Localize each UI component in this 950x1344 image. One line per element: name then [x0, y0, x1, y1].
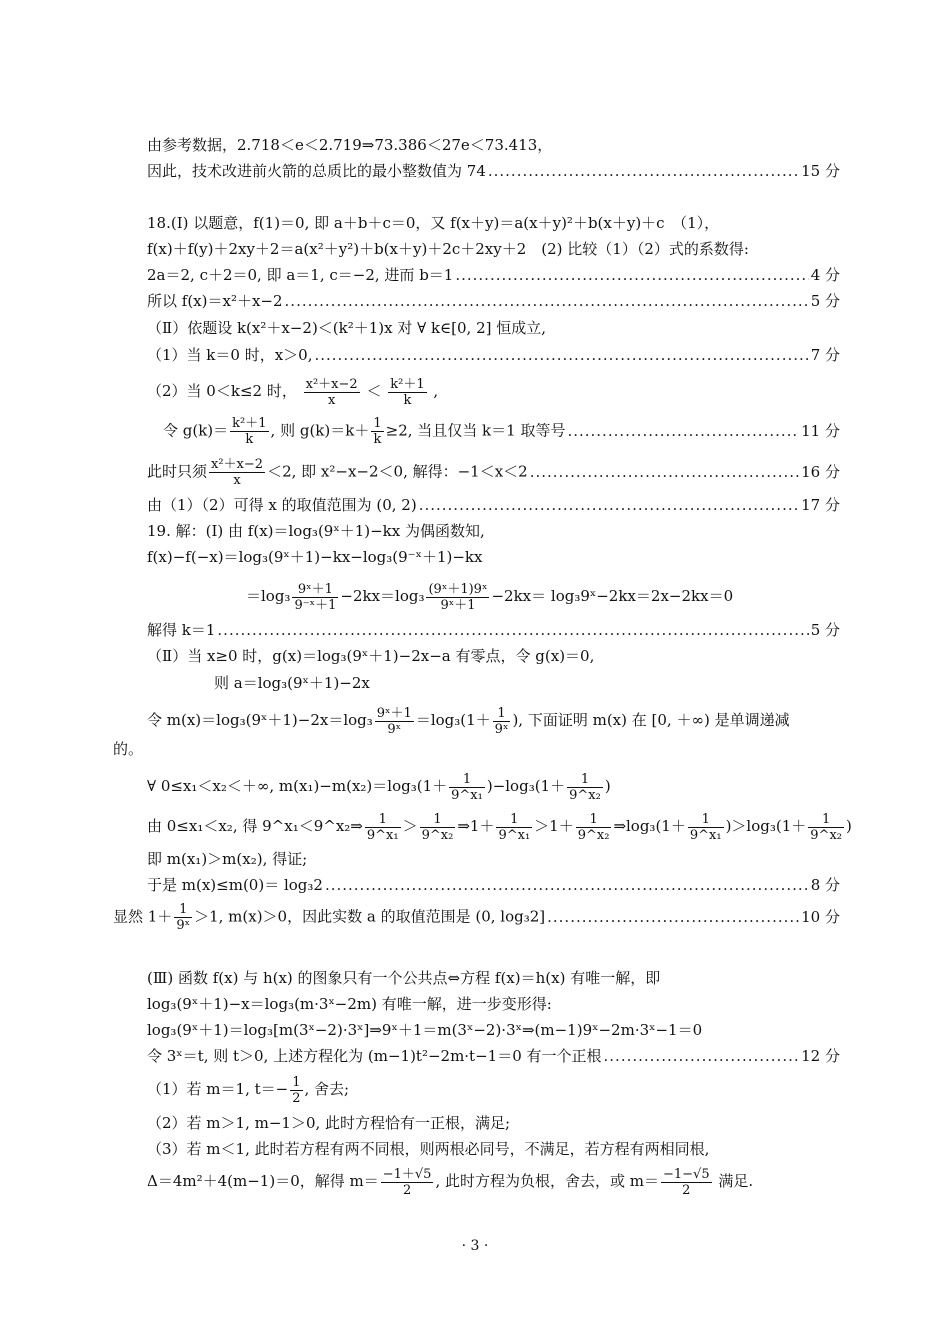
leader-dots: [530, 460, 799, 484]
text-segment: ≥2, 当且仅当 k＝1 取等号: [385, 421, 566, 439]
numerator: −1＋√5: [382, 1166, 432, 1182]
leader-dots: [314, 343, 808, 367]
denominator: 9^x₁: [498, 827, 531, 843]
fraction: [174, 902, 192, 933]
score-label: 4 分: [810, 266, 840, 284]
numerator: 1: [292, 1074, 301, 1090]
text-segment: ⇒log₃(1＋: [613, 817, 686, 835]
text-segment: Δ＝4m²＋4(m−1)＝0，解得 m＝: [147, 1172, 379, 1190]
numerator: 9ˣ＋1: [376, 705, 412, 721]
score-label: 16 分: [801, 463, 840, 481]
leader-dots: [547, 905, 799, 929]
fraction: [493, 706, 511, 737]
text-segment: 令 m(x)＝log₃(9ˣ＋1)−2x＝log₃: [147, 711, 373, 729]
text-segment: 显然 1＋: [113, 907, 173, 925]
numerator: 9ˣ＋1: [292, 582, 338, 598]
score-label: 7 分: [810, 346, 840, 364]
denominator: 9ˣ: [176, 917, 191, 933]
text-line: log₃(9ˣ＋1)＝log₃[m(3ˣ−2)·3ˣ]⇒9ˣ＋1＝m(3ˣ−2)·3ˣ⇒(m−1)9ˣ−2m·3ˣ−1＝0: [147, 1021, 703, 1039]
text-line: 18.(Ⅰ) 以题意，f(1)＝0, 即 a＋b＋c＝0，又 f(x＋y)＝a(x＋y)²＋b(x＋y)＋c （1），: [147, 214, 720, 232]
text-line-with-fraction: [147, 700, 840, 740]
text-segment: （1）若 m＝1, t＝−: [147, 1080, 289, 1098]
text-line: （Ⅱ）依题设 k(x²＋x−2)＜(k²＋1)x 对 ∀ k∈[0, 2] 恒成立,: [147, 319, 547, 337]
numerator: 1: [174, 902, 192, 918]
fraction: [230, 416, 268, 447]
denominator: 9ˣ: [494, 721, 509, 737]
line-text: 2a＝2, c＋2＝0, 即 a＝1, c＝−2, 进而 b＝1: [147, 266, 454, 284]
denominator: k: [245, 431, 254, 447]
text-segment: ⇒1＋: [457, 817, 495, 835]
score-label: 15 分: [801, 162, 840, 180]
text-line: f(x)＋f(y)＋2xy＋2＝a(x²＋y²)＋b(x＋y)＋2c＋2xy＋2 (2) 比较（1）（2）式的系数得:: [147, 240, 749, 258]
text-segment: 此时只须: [147, 462, 208, 480]
fraction: [388, 377, 426, 408]
score-label: 8 分: [810, 876, 840, 894]
line-text: 由（1）（2）可得 x 的取值范围为 (0, 2): [147, 496, 417, 514]
fraction: [381, 1167, 434, 1198]
fraction: [808, 812, 844, 843]
denominator: k: [373, 431, 382, 447]
text-line: f(x)−f(−x)＝log₃(9ˣ＋1)−kx−log₃(9⁻ˣ＋1)−kx: [147, 548, 483, 566]
denominator: 2: [682, 1182, 691, 1198]
line-text: 于是 m(x)≤m(0)＝ log₃2: [147, 876, 323, 894]
score-label: 17 分: [801, 496, 840, 514]
score-label: 11 分: [801, 422, 840, 440]
text-line-with-score: [147, 493, 840, 517]
text-line: (Ⅲ) 函数 f(x) 与 h(x) 的图象只有一个公共点⇔方程 f(x)＝h(x) 有唯一解，即: [147, 969, 661, 987]
fraction: [496, 812, 532, 843]
denominator: 9ˣ＋1: [440, 597, 476, 613]
line-text: [147, 457, 528, 488]
text-segment: , 舍去;: [304, 1080, 350, 1098]
text-line-with-score: [163, 414, 840, 448]
denominator: 9^x₂: [569, 787, 601, 803]
score-label: 5 分: [810, 621, 840, 639]
fraction: [426, 582, 489, 613]
denominator: 9^x₁: [689, 827, 722, 843]
text-line-with-fraction: [147, 766, 840, 806]
text-segment: 满足.: [713, 1172, 754, 1190]
numerator: k²＋1: [390, 376, 425, 392]
numerator: x²＋x−2: [305, 376, 358, 392]
line-text: [113, 902, 545, 933]
leader-dots: [455, 263, 808, 287]
text-segment: ＝log₃: [246, 587, 291, 605]
numerator: x²＋x−2: [211, 456, 264, 472]
line-text: 因此，技术改进前火箭的总质比的最小整数值为 74: [147, 162, 486, 180]
leader-dots: [567, 419, 799, 443]
less-than-sign: ＜: [366, 382, 382, 400]
denominator: 9ˣ: [387, 721, 402, 737]
text-line-with-fraction: [147, 806, 852, 846]
text-line: 19. 解：(Ⅰ) 由 f(x)＝log₃(9ˣ＋1)−kx 为偶函数知,: [147, 522, 485, 540]
fraction: [365, 812, 401, 843]
line-text: 解得 k＝1: [147, 621, 216, 639]
numerator: 1: [496, 812, 532, 828]
leader-dots: [419, 493, 799, 517]
text-segment: ＞1＋: [534, 817, 574, 835]
line-text: 所以 f(x)＝x²＋x−2: [147, 292, 283, 310]
denominator: x: [327, 392, 336, 408]
text-line: log₃(9ˣ＋1)−x＝log₃(m·3ˣ−2m) 有唯一解，进一步变形得:: [147, 995, 552, 1013]
denominator: 9⁻ˣ＋1: [294, 597, 337, 613]
score-label: 5 分: [810, 292, 840, 310]
numerator: 1: [449, 772, 485, 788]
text-segment: −2kx＝log₃: [340, 587, 425, 605]
text-line-with-score: [147, 618, 840, 642]
leader-dots: [488, 159, 799, 183]
denominator: 9^x₁: [451, 787, 483, 803]
text-segment: −2kx＝ log₃9ˣ−2kx＝2x−2kx＝0: [491, 587, 734, 605]
line-text: [163, 416, 565, 447]
denominator: 2: [292, 1090, 301, 1106]
text-line: 由参考数据，2.718＜e＜2.719⇒73.386＜27e＜73.413，: [147, 136, 553, 154]
text-line-with-score: [147, 289, 840, 313]
fraction: [688, 812, 724, 843]
score-label: 12 分: [801, 1047, 840, 1065]
fraction: [292, 582, 338, 613]
denominator: 9^x₂: [810, 827, 842, 843]
numerator: 1: [365, 812, 401, 828]
fraction: [290, 1075, 302, 1106]
text-line-with-score: [147, 1044, 840, 1068]
text-line-with-fraction: [147, 1071, 840, 1107]
text-line: 即 m(x₁)＞m(x₂), 得证;: [147, 850, 308, 868]
fraction: [661, 1167, 712, 1198]
text-segment: ): [604, 777, 611, 795]
leader-dots: [217, 618, 808, 642]
text-segment: ): [846, 817, 852, 835]
text-segment: ＝log₃(1＋: [415, 711, 491, 729]
comma: ,: [433, 382, 439, 400]
text-segment: , 则 g(k)＝k＋: [270, 421, 370, 439]
denominator: 9^x₁: [366, 827, 399, 843]
denominator: x: [233, 472, 241, 488]
text-line-with-score: [147, 873, 840, 897]
text-segment: 令 g(k)＝: [163, 421, 229, 439]
text-line: （Ⅱ）当 x≥0 时，g(x)＝log₃(9ˣ＋1)−2x−a 有零点，令 g(x)＝0,: [147, 647, 595, 665]
fraction: [576, 812, 612, 843]
denominator: k: [403, 392, 412, 408]
denominator: 9^x₂: [421, 827, 454, 843]
numerator: 1: [576, 812, 612, 828]
text-line-with-score: [147, 455, 840, 489]
fraction: [449, 772, 485, 803]
text-line-with-fraction: [147, 374, 840, 408]
leader-dots: [325, 873, 809, 897]
numerator: 1: [688, 812, 724, 828]
text-line: 的。: [113, 740, 144, 758]
text-line-with-fraction: [246, 576, 840, 616]
numerator: 1: [373, 415, 382, 431]
page-number: · 3 ·: [461, 1238, 489, 1254]
text-segment: 由 0≤x₁＜x₂, 得 9^x₁＜9^x₂⇒: [147, 817, 363, 835]
numerator: k²＋1: [232, 415, 267, 431]
text-segment: ＞: [402, 817, 418, 835]
text-line-with-score: [147, 159, 840, 183]
denominator: 9^x₂: [577, 827, 610, 843]
fraction: [420, 812, 456, 843]
numerator: −1−√5: [662, 1166, 710, 1182]
fraction: [304, 377, 360, 408]
text-line-with-fraction: [147, 1163, 840, 1199]
fraction: [209, 457, 265, 488]
fraction: [567, 772, 603, 803]
text-segment: ∀ 0≤x₁＜x₂＜＋∞, m(x₁)−m(x₂)＝log₃(1＋: [147, 777, 448, 795]
text-segment: ＞1, m(x)＞0，因此实数 a 的取值范围是 (0, log₃2]: [194, 907, 546, 925]
leader-dots: [604, 1044, 800, 1068]
numerator: (9ˣ＋1)9ˣ: [428, 581, 488, 597]
denominator: 2: [402, 1182, 412, 1198]
text-segment: ＜2, 即 x²−x−2＜0, 解得：−1＜x＜2: [267, 462, 528, 480]
text-line-with-score: [113, 899, 840, 935]
line-text: （1）当 k＝0 时，x＞0,: [147, 346, 313, 364]
text-line: （2）若 m＞1, m−1＞0, 此时方程恰有一正根，满足;: [147, 1114, 511, 1132]
numerator: 1: [567, 772, 603, 788]
text-line-with-score: [147, 263, 840, 287]
fraction: [375, 706, 414, 737]
text-line: 则 a＝log₃(9ˣ＋1)−2x: [214, 674, 370, 692]
numerator: 1: [808, 812, 844, 828]
text-line-with-score: [147, 343, 840, 367]
text-segment: ), 下面证明 m(x) 在 [0, ＋∞) 是单调递减: [512, 711, 790, 729]
fraction: [371, 416, 383, 447]
text-segment: )＞log₃(1＋: [725, 817, 807, 835]
numerator: 1: [493, 706, 511, 722]
score-label: 10 分: [801, 908, 840, 926]
leader-dots: [285, 289, 809, 313]
numerator: 1: [420, 812, 456, 828]
line-text: 令 3ˣ＝t, 则 t＞0, 上述方程化为 (m−1)t²−2m·t−1＝0 有一个正根: [147, 1047, 602, 1065]
text-segment: )−log₃(1＋: [486, 777, 566, 795]
text-segment: , 此时方程为负根，舍去，或 m＝: [435, 1172, 659, 1190]
line-text: （2）当 0＜k≤2 时，: [147, 382, 297, 400]
text-line: （3）若 m＜1, 此时若方程有两不同根，则两根必同号，不满足，若方程有两相同根,: [147, 1140, 710, 1158]
